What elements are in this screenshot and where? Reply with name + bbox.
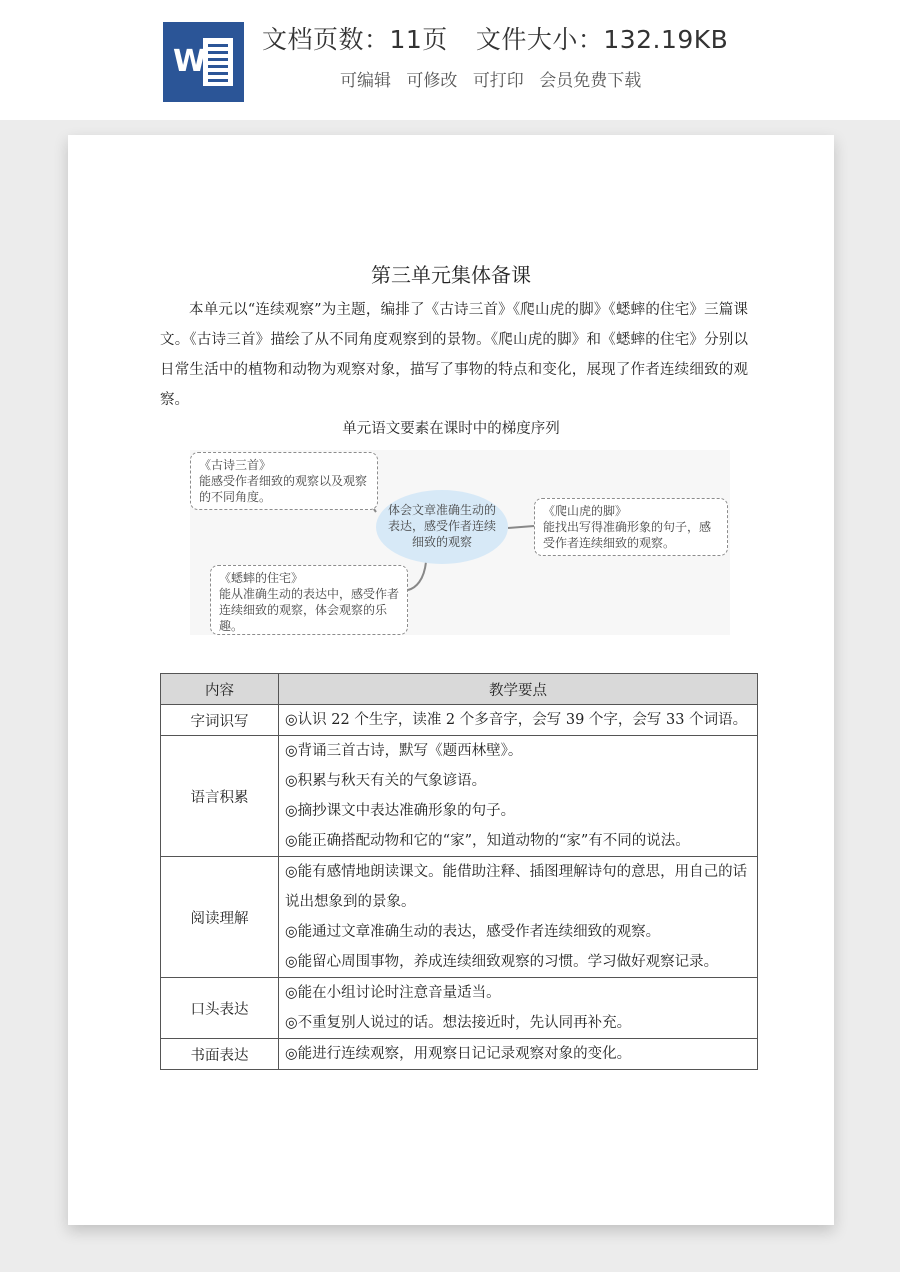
teaching-point: ◎摘抄课文中表达准确形象的句子。: [285, 803, 516, 819]
node-cricket-house: [210, 565, 408, 635]
node-title: 《爬山虎的脚》: [543, 504, 628, 518]
diagram-caption: 单元语文要素在课时中的梯度序列: [342, 421, 560, 437]
row-points: [279, 978, 758, 1039]
node-text: 能从准确生动的表达中，感受作者连续细致的观察，体会观察的乐趣。: [219, 587, 400, 633]
teaching-point: ◎能通过文章准确生动的表达，感受作者连续细致的观察。: [285, 924, 661, 940]
row-points: [279, 705, 758, 736]
document-page: [68, 135, 834, 1225]
teaching-point: ◎积累与秋天有关的气象谚语。: [285, 773, 487, 789]
feature-printable: 可打印: [472, 71, 524, 91]
table-row: [161, 1039, 758, 1070]
node-title: 《蟋蟀的住宅》: [219, 571, 304, 585]
teaching-point: ◎能在小组讨论时注意音量适当。: [285, 985, 501, 1001]
teaching-point: ◎认识 22 个生字，读准 2 个多音字，会写 39 个字，会写 33 个词语。: [285, 712, 748, 728]
table-row: [161, 978, 758, 1039]
file-size: 文件大小：132.19KB: [475, 25, 729, 54]
row-points: [279, 857, 758, 978]
row-category: 字词识写: [161, 705, 279, 736]
center-node-text: 体会文章准确生动的表达，感受作者连续细致的观察: [387, 503, 496, 549]
table-row: [161, 705, 758, 736]
row-points: [279, 736, 758, 857]
node-text: 能找出写得准确形象的句子，感受作者连续细致的观察。: [543, 520, 712, 550]
table-header-row: [161, 674, 758, 705]
feature-editable: 可编辑: [340, 71, 391, 91]
word-document-icon: [163, 22, 244, 102]
row-points: [279, 1039, 758, 1070]
table-row: [161, 736, 758, 857]
column-header-points: 教学要点: [279, 674, 758, 705]
teaching-points-table: [160, 673, 758, 1070]
feature-member-download: 会员免费下载: [539, 71, 642, 91]
node-text: 能感受作者细致的观察以及观察的不同角度。: [199, 474, 368, 504]
banner-title: [262, 20, 728, 56]
page-count: 文档页数：11页: [262, 25, 448, 54]
teaching-point: ◎能进行连续观察，用观察日记记录观察对象的变化。: [285, 1046, 632, 1062]
row-category: 语言积累: [161, 736, 279, 857]
feature-modifiable: 可修改: [406, 71, 458, 91]
teaching-point: ◎能有感情地朗读课文。能借助注释、插图理解诗句的意思，用自己的话说出想象到的景象。: [285, 864, 748, 910]
document-title: 第三单元集体备课: [371, 263, 531, 287]
word-icon-letter: W: [173, 44, 207, 79]
intro-paragraph: 本单元以“连续观察”为主题，编排了《古诗三首》《爬山虎的脚》《蟋蟀的住宅》三篇课文。《古诗三首》描绘了从不同角度观察到的景物。《爬山虎的脚》和《蟋蟀的住宅》分别以日常生活中的植物和动物为观察对象，描写了事物的特点和变化，展现了作者连续细致的观察。: [160, 302, 748, 408]
connector-line: [408, 562, 426, 590]
mind-map-diagram: [190, 450, 730, 635]
node-ancient-poems: [190, 452, 378, 510]
row-category: 阅读理解: [161, 857, 279, 978]
connector-line: [508, 526, 534, 528]
row-category: 书面表达: [161, 1039, 279, 1070]
table-row: [161, 857, 758, 978]
teaching-point: ◎不重复别人说过的话。想法接近时，先认同再补充。: [285, 1015, 632, 1031]
teaching-point: ◎能正确搭配动物和它的“家”，知道动物的“家”有不同的说法。: [285, 833, 690, 849]
download-banner: [0, 0, 900, 120]
node-title: 《古诗三首》: [199, 458, 272, 472]
row-category: 口头表达: [161, 978, 279, 1039]
feature-list: [340, 66, 651, 91]
teaching-point: ◎能留心周围事物，养成连续细致观察的习惯。学习做好观察记录。: [285, 954, 719, 970]
teaching-point: ◎背诵三首古诗，默写《题西林壁》。: [285, 743, 523, 759]
column-header-content: 内容: [161, 674, 279, 705]
node-creeper-feet: [534, 498, 728, 556]
